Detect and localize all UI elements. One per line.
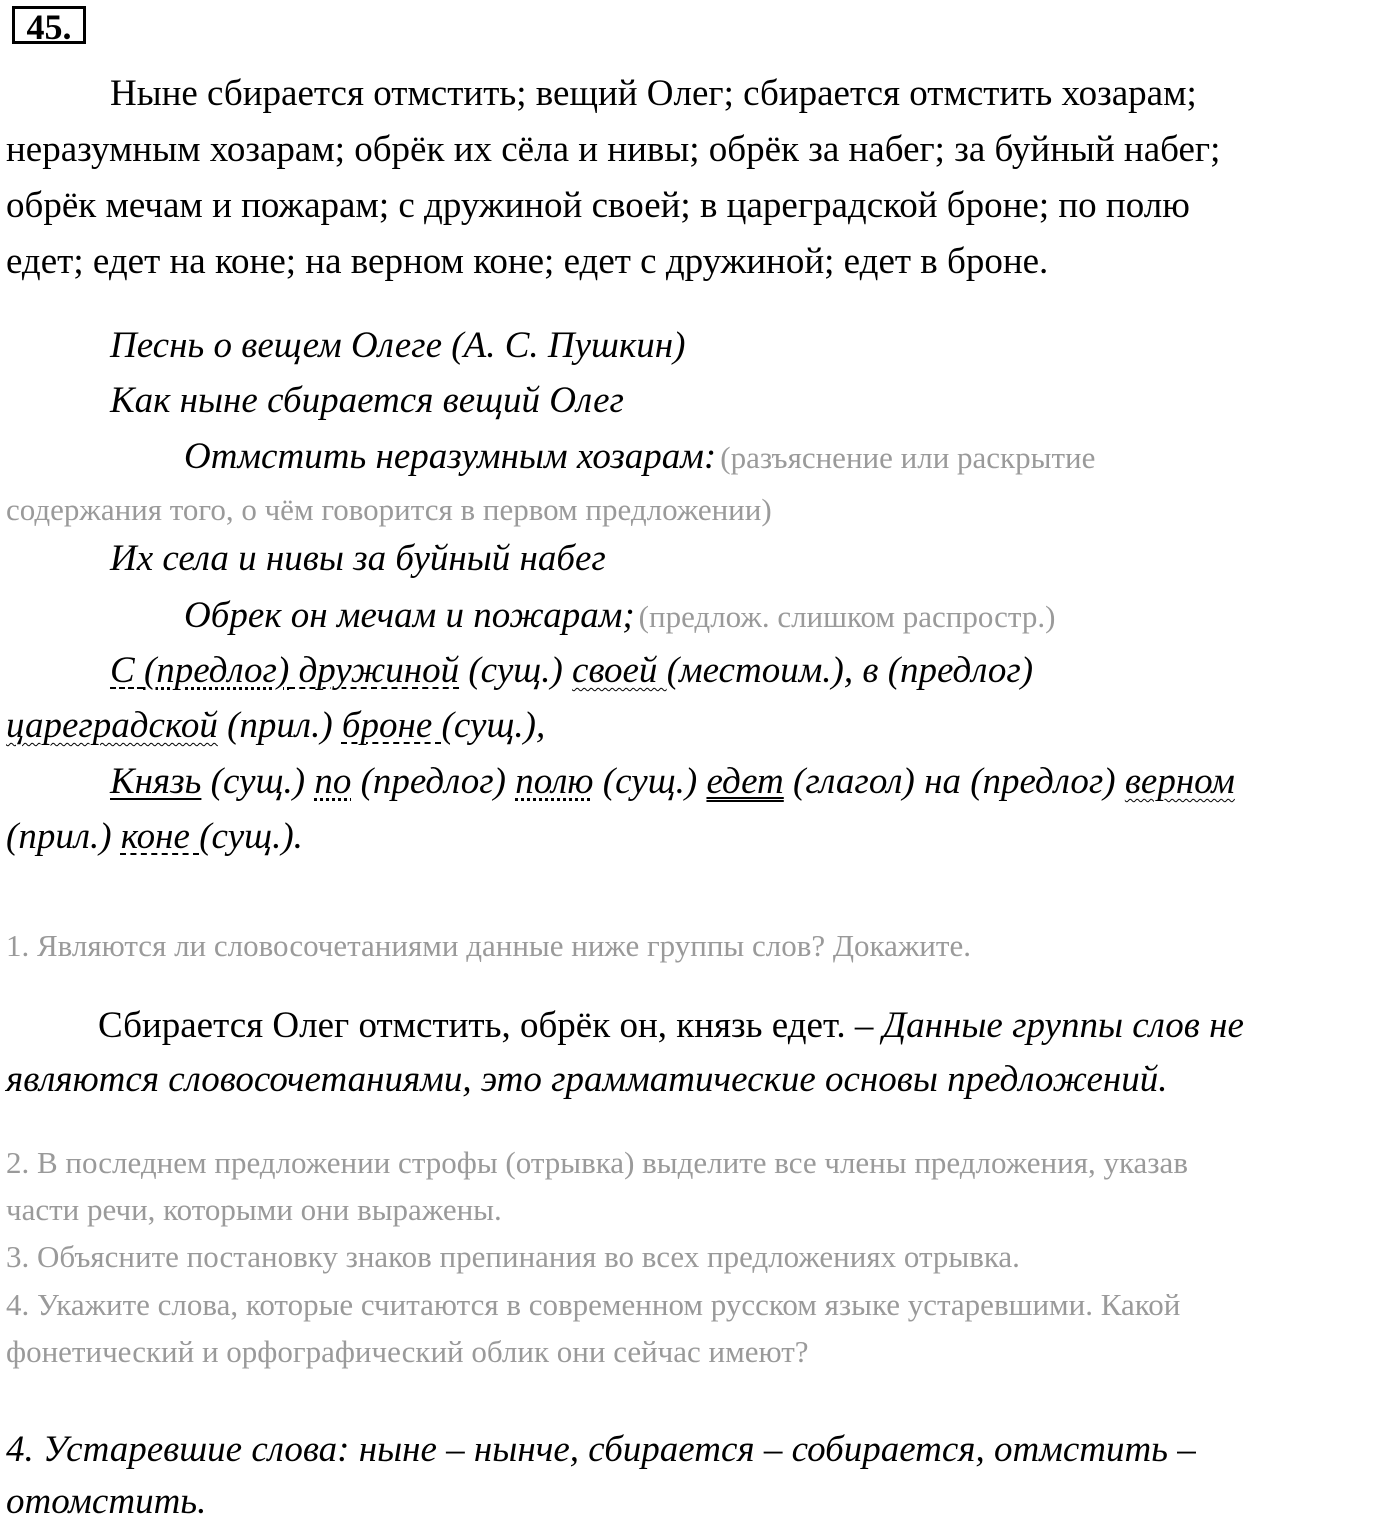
parse-line-3: [110, 760, 1235, 804]
poem-note-1b: содержания того, о чём говорится в первом предложении): [6, 492, 772, 527]
parse-line-1: [110, 649, 1033, 693]
parse-word-vernom: верном: [1124, 761, 1235, 802]
phrases-line-1: Ныне сбирается отмстить; вещий Олег; сбирается отмстить хозарам;: [110, 73, 1197, 114]
poem-note-2: (предлож. слишком распростр.): [638, 599, 1056, 634]
phrases-line-4: едет; едет на коне; на верном коне; едет с дружиной; едет в броне.: [6, 241, 1049, 282]
parse-tag-tsaregradskoy: (прил.): [217, 705, 342, 746]
question-3: 3. Объясните постановку знаков препинания во всех предложениях отрывка.: [6, 1239, 1020, 1274]
question-4b: фонетический и орфографический облик они сейчас имеют?: [6, 1334, 809, 1369]
parse-tag-po: (предлог): [351, 761, 516, 802]
parse-tag-kone: (сущ.).: [199, 816, 303, 857]
poem-line-1: Как ныне сбирается вещий Олег: [110, 380, 624, 421]
parse-word-tsaregradskoy: цареградской: [6, 705, 218, 746]
parse-word-edet: едет: [706, 761, 784, 802]
poem-note-1a: (разъяснение или раскрытие: [720, 440, 1096, 475]
parse-word-s: С: [110, 650, 144, 691]
answer-4-line-2: отомстить.: [6, 1481, 207, 1522]
parse-word-knyaz: Князь: [110, 761, 202, 802]
parse-tag-druzhinoy: (сущ.): [459, 650, 573, 691]
parse-tag-brone: (сущ.),: [441, 705, 546, 746]
parse-tag-svoey: (местоим.), в (предлог): [666, 650, 1034, 691]
question-2b: части речи, которыми они выражены.: [6, 1192, 502, 1227]
answer-1-plain: Сбирается Олег отмстить, обрёк он, князь едет. –: [98, 1005, 883, 1046]
poem-line-4-row: [184, 594, 1055, 638]
parse-word-po: по: [314, 761, 352, 802]
parse-tag-knyaz: (сущ.): [201, 761, 315, 802]
parse-word-druzhinoy: дружиной: [289, 650, 460, 691]
question-1: 1. Являются ли словосочетаниями данные ниже группы слов? Докажите.: [6, 928, 971, 963]
parse-line-2: [6, 704, 545, 748]
poem-line-3: Их села и нивы за буйный набег: [110, 538, 606, 579]
parse-tag-polyu: (сущ.): [593, 761, 707, 802]
parse-word-svoey: своей: [572, 650, 667, 691]
parse-tag-vernom: (прил.): [6, 816, 121, 857]
parse-word-brone: броне: [341, 705, 442, 746]
poem-line-4: Обрек он мечам и пожарам;: [184, 595, 635, 636]
poem-line-2-row: [184, 435, 1095, 479]
phrases-line-2: неразумным хозарам; обрёк их сёла и нивы; обрёк за набег; за буйный набег;: [6, 129, 1221, 170]
poem-title: Песнь о вещем Олеге (А. С. Пушкин): [110, 325, 686, 366]
poem-line-2: Отмстить неразумным хозарам:: [184, 436, 717, 477]
exercise-number: 45.: [12, 6, 86, 44]
answer-1-line-1: [98, 1004, 1244, 1048]
parse-line-4: [6, 815, 303, 859]
question-2a: 2. В последнем предложении строфы (отрывка) выделите все члены предложения, указав: [6, 1145, 1188, 1180]
answer-1-italic-2: являются словосочетаниями, это грамматические основы предложений.: [6, 1059, 1168, 1100]
question-4a: 4. Укажите слова, которые считаются в современном русском языке устаревшими. Какой: [6, 1287, 1181, 1322]
answer-4-line-1: 4. Устаревшие слова: ныне – нынче, сбирается – собирается, отмстить –: [6, 1429, 1196, 1470]
parse-tag-s: (предлог): [143, 650, 290, 691]
parse-tag-edet: (глагол) на (предлог): [783, 761, 1125, 802]
phrases-line-3: обрёк мечам и пожарам; с дружиной своей; в цареградской броне; по полю: [6, 185, 1190, 226]
parse-word-kone: коне: [120, 816, 200, 857]
parse-word-polyu: полю: [515, 761, 594, 802]
answer-1-italic-1: Данные группы слов не: [882, 1005, 1244, 1046]
